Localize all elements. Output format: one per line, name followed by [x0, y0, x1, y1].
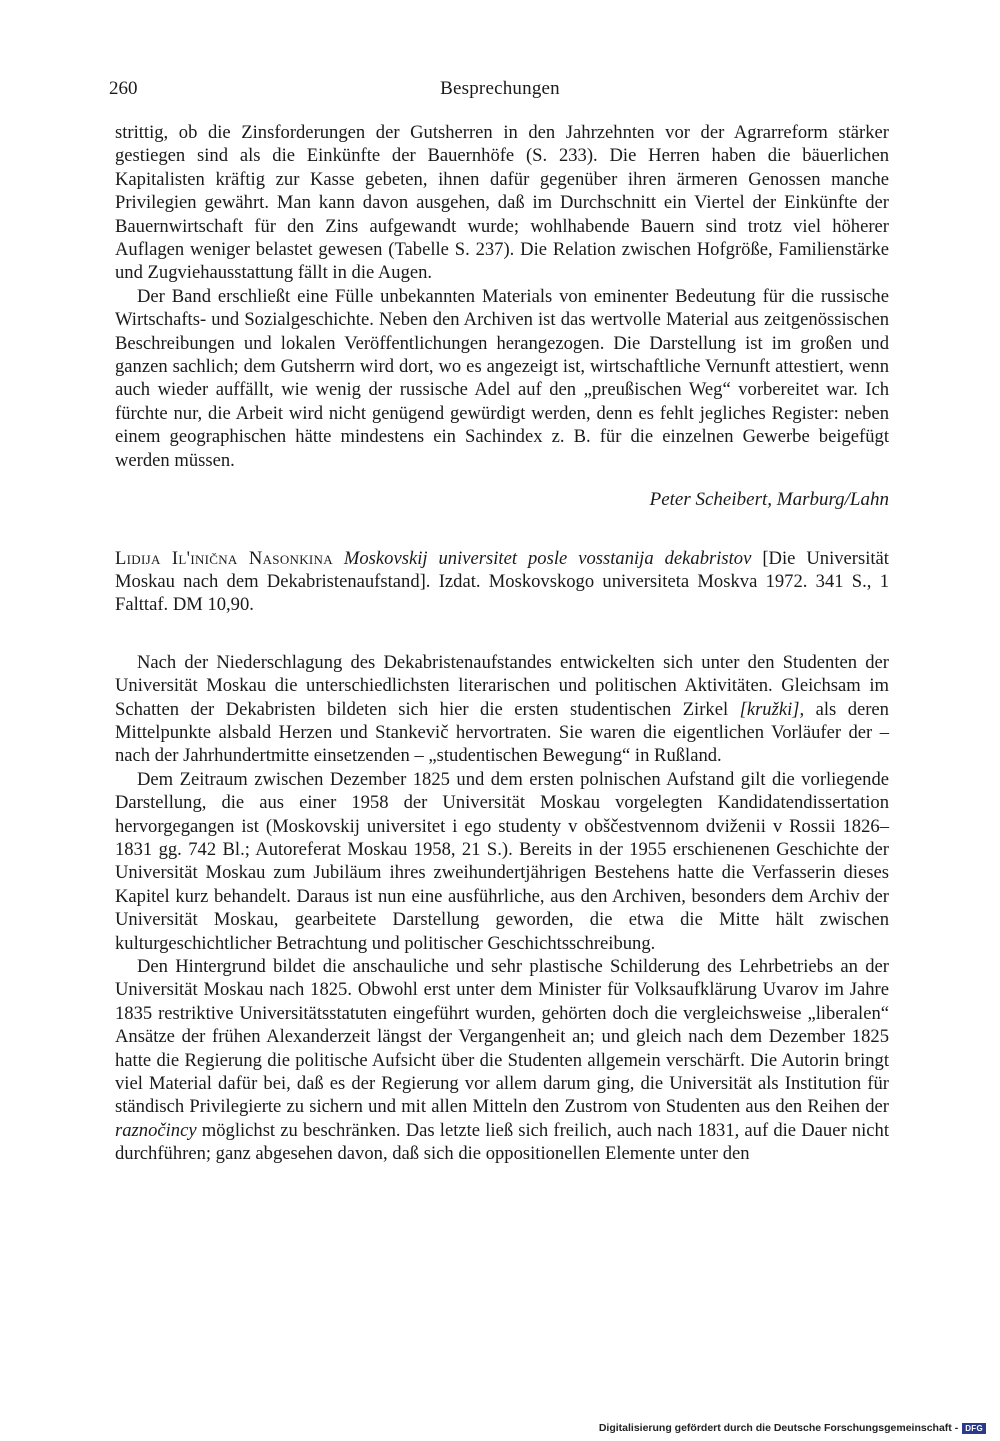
- review-paragraph-3-text-cont: möglichst zu beschränken. Das letzte ließ sich freilich, auch nach 1831, auf die Dauer nicht durchführen; ganz abgesehen davon, daß sich die oppositionellen Elemente unter den: [115, 1119, 889, 1165]
- review-paragraph-1-text-cont: als deren Mittelpunkte alsbald Herzen und Stankevič hervortraten. Sie waren die eigentlichen Vorläufer der – nach der Jahrhundertmitte einsetzenden – „studentischen Bewegung“ in Rußland.: [115, 698, 889, 767]
- book-title: Moskovskij universitet posle vosstanija dekabristov: [343, 547, 752, 569]
- review-paragraph-1-text: Nach der Niederschlagung des Dekabristenaufstandes entwickelten sich unter den Studenten der Universität Moskau die unterschiedlichsten literarischen und politischen Aktivitäten. Gleichsam im Schatten der Dekabristen bildeten sich hier die ersten studentischen Zirkel: [115, 651, 889, 720]
- reviewer-signature: Peter Scheibert, Marburg/Lahn: [649, 489, 889, 511]
- book-details: [Die Universität Moskau nach dem Dekabristenaufstand]. Izdat. Moskovskogo universiteta Moskva 1972. 341 S., 1 Falttaf. DM 10,90.: [115, 547, 889, 616]
- digitization-footer: [599, 1422, 986, 1434]
- previous-review-paragraph-2: Der Band erschließt eine Fülle unbekannten Materials von eminenter Bedeutung für die russische Wirtschafts- und Sozialgeschichte. Neben den Archiven ist das wertvolle Material aus zeitgenössischen Beschreibungen und lokalen Veröffentlichungen herangezogen. Die Darstellung ist im großen und ganzen sachlich; dem Gutsherrn wird dort, wo es angezeigt ist, wirtschaftliche Vernunft attestiert, wenn auch wieder auffällt, wie wenig der russische Adel auf den „preußischen Weg“ vorbereitet war. Ich fürchte nur, die Arbeit wird nicht genügend gewürdigt werden, denn es fehlt jegliches Register: neben einem geographischen hätte mindestens ein Sachindex z. B. für die einzelnen Gewerbe beigefügt werden müssen.: [115, 285, 889, 471]
- book-citation: [115, 547, 889, 617]
- russian-term-kruzki: [kružki],: [739, 698, 805, 720]
- page-body: [115, 121, 889, 1166]
- review-paragraph-3: [115, 955, 889, 1166]
- review-paragraph-3-text: Den Hintergrund bildet die anschauliche und sehr plastische Schilderung des Lehrbetriebs an der Universität Moskau nach 1825. Obwohl erst unter dem Minister für Volksaufklärung Uvarov im Jahre 1835 restriktive Universitätsstatuten eingeführt wurden, gehörten doch die vergleichsweise „liberalen“ Ansätze der frühen Alexanderzeit längst der Vergangenheit an; und gleich nach dem Dezember 1825 hatte die Regierung die politische Aufsicht über die Studenten allgemein verschärft. Die Autorin bringt viel Material dafür bei, daß es der Regierung vor allem darum ging, die Universität als Institution für ständisch Privilegierte zu sichern und mit allen Mitteln den Zustrom von Studenten aus den Reihen der: [115, 956, 889, 1118]
- book-author: Lidija Il'inična Nasonkina: [115, 547, 333, 569]
- running-head: Besprechungen: [440, 78, 560, 99]
- previous-review-paragraph-1: strittig, ob die Zinsforderungen der Gutsherren in den Jahrzehnten vor der Agrarreform stärker gestiegen sind als die Einkünfte der Bauernhöfe (S. 233). Die Herren haben die bäuerlichen Kapitalisten kräftig zur Kasse gebeten, ihnen dafür gegenüber ihren ärmeren Genossen manche Privilegien gewährt. Man kann davon ausgehen, daß im Durchschnitt ein Viertel der Einkünfte der Bauernwirtschaft für den Zins aufgewandt wurde; wohlhabende Bauern sind trotz viel höherer Auflagen weniger belastet gewesen (Tabelle S. 237). Die Relation zwischen Hofgröße, Familienstärke und Zugviehausstattung fällt in die Augen.: [115, 122, 889, 284]
- dfg-logo: DFG: [962, 1423, 986, 1434]
- page-number: 260: [109, 78, 138, 99]
- review-paragraph-1: [115, 651, 889, 768]
- review-paragraph-2: Dem Zeitraum zwischen Dezember 1825 und dem ersten polnischen Aufstand gilt die vorliegende Darstellung, die aus einer 1958 der Universität Moskau vorgelegten Kandidatendissertation hervorgegangen ist (Moskovskij universitet i ego studenty v obščestvennom dviženii v Rossii 1826–1831 gg. 742 Bl.; Autoreferat Moskau 1958, 21 S.). Bereits in der 1955 erschienenen Geschichte der Universität Moskau zum Jubiläum ihres zweihundertjährigen Bestehens hatte die Verfasserin dieses Kapitel kurz behandelt. Daraus ist nun eine ausführliche, aus den Archiven, besonders dem Archiv der Universität Moskau, gearbeitete Darstellung geworden, die etwa die Mitte hält zwischen kulturgeschichtlicher Betrachtung und politischer Geschichtsschreibung.: [115, 768, 889, 954]
- russian-term-raznocincy: raznočincy: [115, 1119, 197, 1141]
- funding-note: Digitalisierung gefördert durch die Deutsche Forschungsgemeinschaft -: [598, 1422, 959, 1434]
